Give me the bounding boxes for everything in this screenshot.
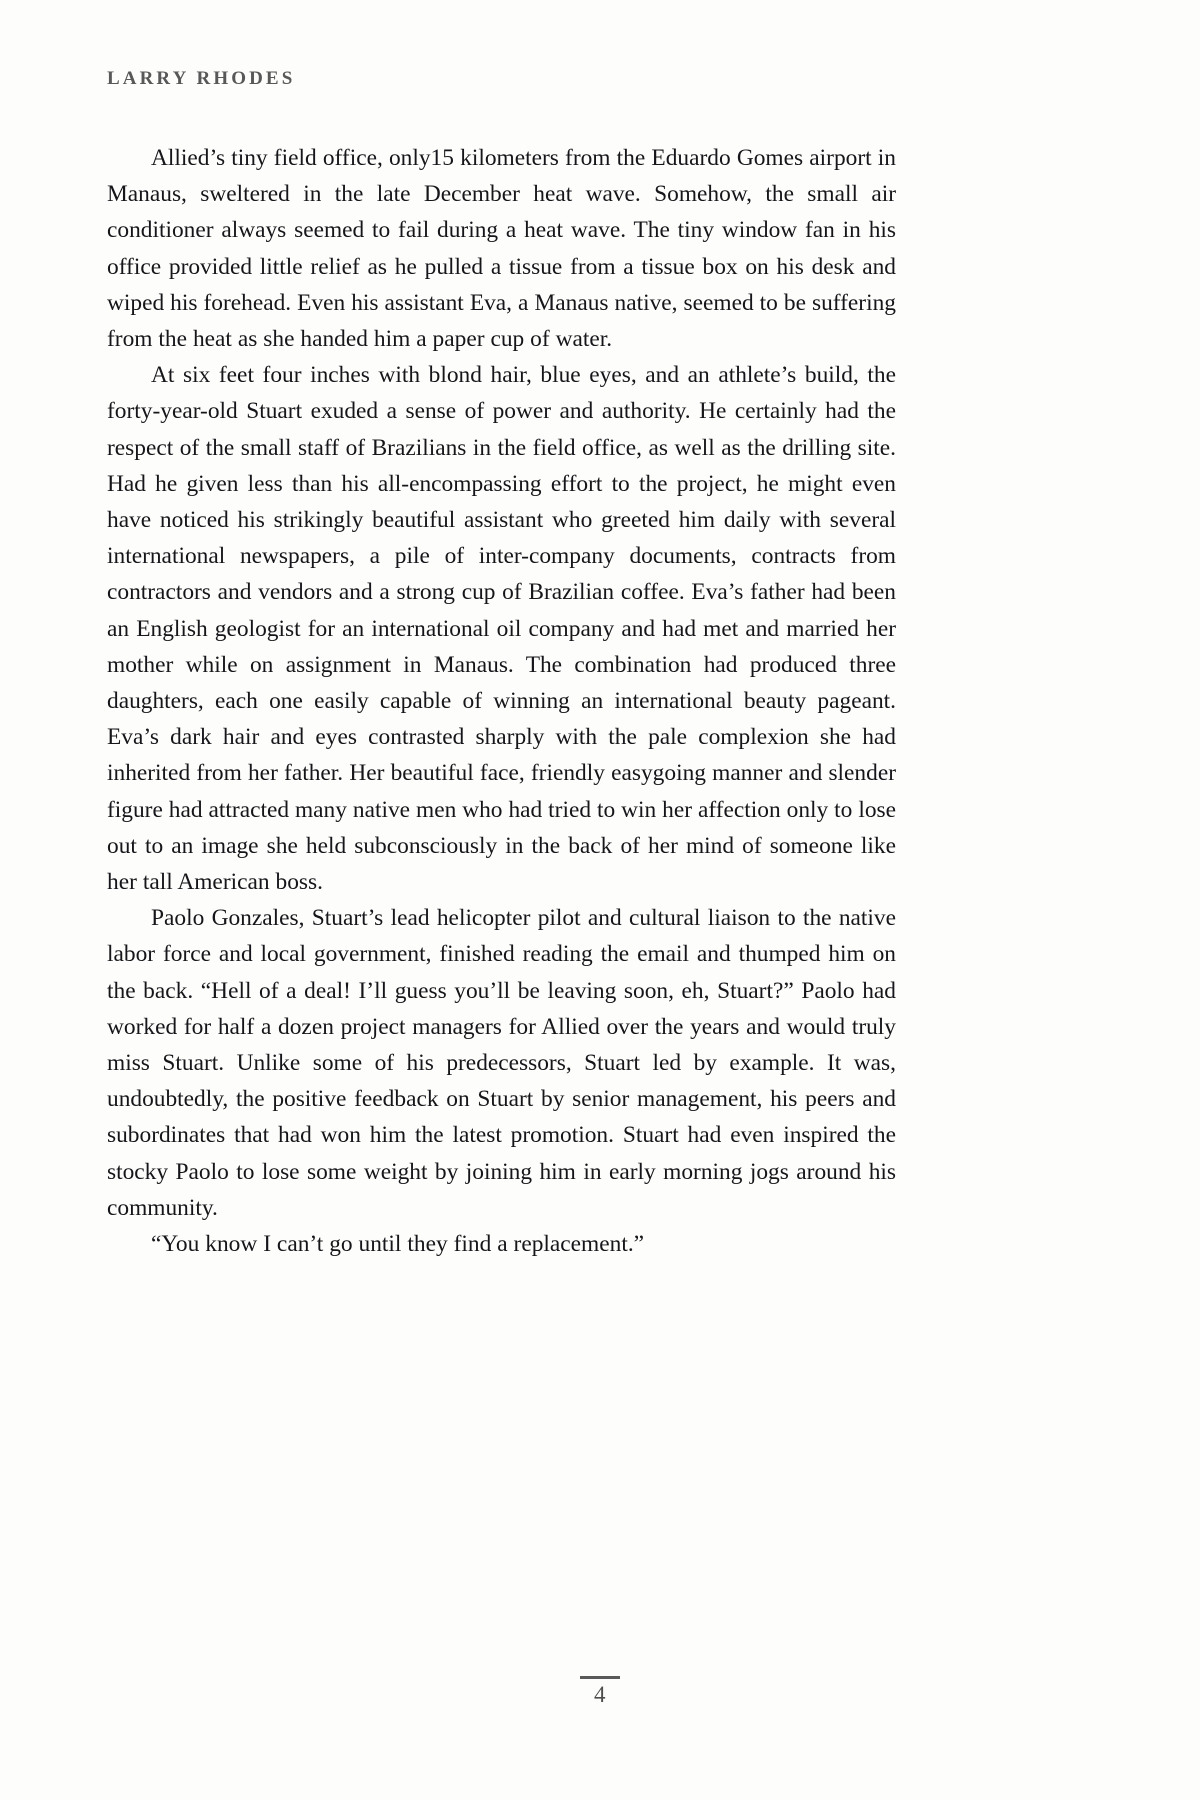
folio-rule	[580, 1676, 620, 1679]
body-text-block	[107, 140, 896, 1262]
running-head: LARRY RHODES	[107, 68, 296, 89]
paragraph: Allied’s tiny field office, only15 kilometers from the Eduardo Gomes airport in Manaus, sweltered in the late December heat wave. Somehow, the small air conditioner always seemed to fail during a heat wave. The tiny window fan in his office provided little relief as he pulled a tissue from a tissue box on his desk and wiped his forehead. Even his assistant Eva, a Manaus native, seemed to be suffering from the heat as she handed him a paper cup of water.	[107, 145, 896, 353]
paragraph: At six feet four inches with blond hair, blue eyes, and an athlete’s build, the forty-year-old Stuart exuded a sense of power and authority. He certainly had the respect of the small staff of Brazilians in the field office, as well as the drilling site. Had he given less than his all-encompassing effort to the project, he might even have noticed his strikingly beautiful assistant who greeted him daily with several international newspapers, a pile of inter-company documents, contracts from contractors and vendors and a strong cup of Brazilian coffee. Eva’s father had been an English geologist for an international oil company and had met and married her mother while on assignment in Manaus. The combination had produced three daughters, each one easily capable of winning an international beauty pageant. Eva’s dark hair and eyes contrasted sharply with the pale complexion she had inherited from her father. Her beautiful face, friendly easygoing manner and slender figure had attracted many native men who had tried to win her affection only to lose out to an image she held subconsciously in the back of her mind of someone like her tall American boss.	[107, 362, 896, 896]
paragraph: Paolo Gonzales, Stuart’s lead helicopter pilot and cultural liaison to the native labor force and local government, finished reading the email and thumped him on the back. “Hell of a deal! I’ll guess you’ll be leaving soon, eh, Stuart?” Paolo had worked for half a dozen project managers for Allied over the years and would truly miss Stuart. Unlike some of his predecessors, Stuart led by example. It was, undoubtedly, the positive feedback on Stuart by senior management, his peers and subordinates that had won him the latest promotion. Stuart had even inspired the stocky Paolo to lose some weight by joining him in early morning jogs around his community.	[107, 905, 896, 1221]
page-number: 4	[594, 1682, 606, 1707]
folio	[0, 1676, 1200, 1709]
paragraph: “You know I can’t go until they find a replacement.”	[151, 1231, 645, 1258]
